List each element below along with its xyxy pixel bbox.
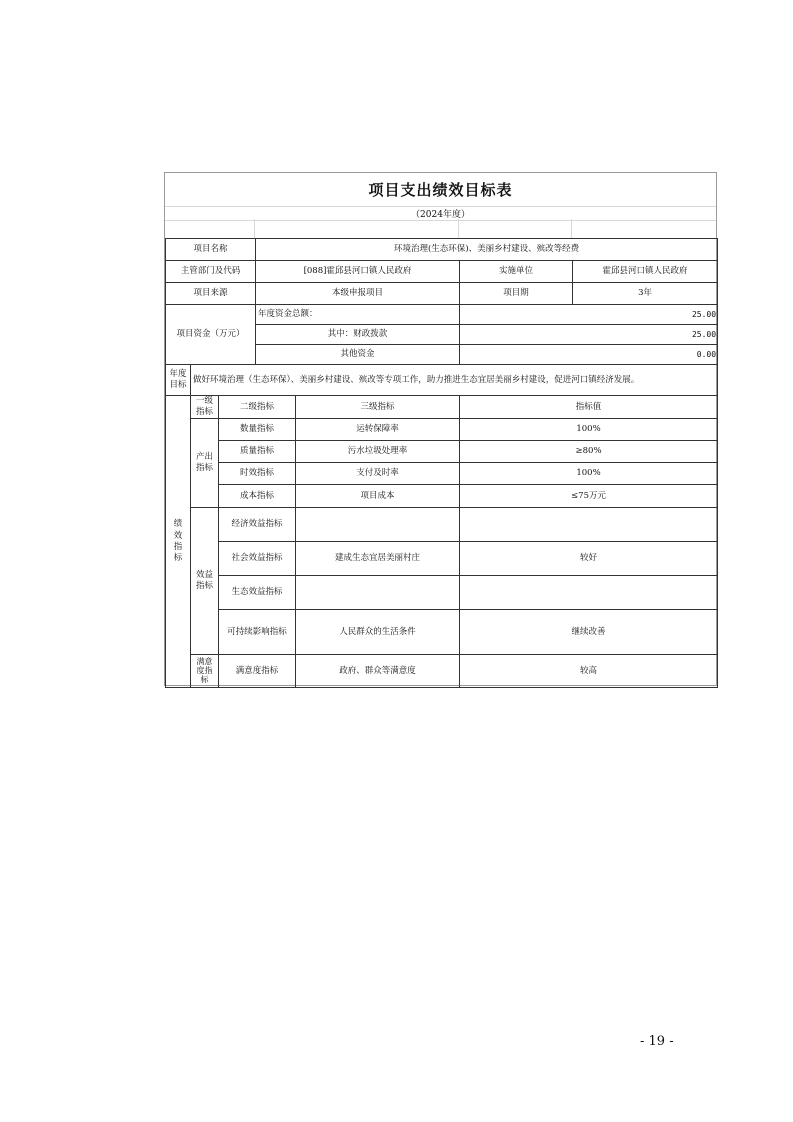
output-l2: 成本指标 <box>219 485 296 508</box>
period-value: 3年 <box>573 283 718 305</box>
project-name-label: 项目名称 <box>166 239 256 261</box>
table-title: 项目支出绩效目标表 <box>368 181 513 199</box>
output-l2: 时效指标 <box>219 463 296 485</box>
dept-label: 主管部门及代码 <box>166 261 256 283</box>
table-row <box>166 261 718 283</box>
output-l3: 支付及时率 <box>296 463 460 485</box>
satisfaction-label: 满意度指标 <box>191 655 219 688</box>
satisfaction-value: 较高 <box>460 655 718 688</box>
satisfaction-l2: 满意度指标 <box>219 655 296 688</box>
output-value: 100% <box>460 419 718 441</box>
fund-other-label: 其他资金 <box>256 345 460 365</box>
perf-header-row <box>166 396 718 419</box>
fund-fiscal-value: 25.00 <box>460 325 718 345</box>
fund-total-label: 年度资金总额： <box>256 305 460 325</box>
benefit-value <box>460 576 718 610</box>
table-year: （2024年度） <box>165 206 716 221</box>
output-l3: 运转保障率 <box>296 419 460 441</box>
output-l3: 污水垃圾处理率 <box>296 441 460 463</box>
benefit-value <box>460 508 718 542</box>
perf-label: 绩效指标 <box>166 396 191 688</box>
output-l3: 项目成本 <box>296 485 460 508</box>
period-label: 项目期 <box>460 283 573 305</box>
fund-label: 项目资金（万元） <box>166 305 256 365</box>
output-value: 100% <box>460 463 718 485</box>
table-row <box>166 441 718 463</box>
output-l2: 质量指标 <box>219 441 296 463</box>
table-row <box>166 485 718 508</box>
satisfaction-l3: 政府、群众等满意度 <box>296 655 460 688</box>
fund-other-value: 0.00 <box>460 345 718 365</box>
goal-label: 年度目标 <box>166 365 191 396</box>
target-table <box>165 238 718 688</box>
benefit-l3 <box>296 508 460 542</box>
blank-spacer-row <box>165 219 716 238</box>
output-value: ≥80% <box>460 441 718 463</box>
project-name-value: 环境治理(生态环保)、美丽乡村建设、殡改等经费 <box>256 239 718 261</box>
benefit-l3: 人民群众的生活条件 <box>296 610 460 655</box>
table-row <box>166 655 718 688</box>
benefit-l2: 社会效益指标 <box>219 542 296 576</box>
performance-target-sheet <box>164 172 717 686</box>
benefit-value: 较好 <box>460 542 718 576</box>
table-row <box>166 365 718 396</box>
table-row <box>166 419 718 441</box>
benefit-l2: 可持续影响指标 <box>219 610 296 655</box>
benefit-value: 继续改善 <box>460 610 718 655</box>
fund-total-value: 25.00 <box>460 305 718 325</box>
header-level2: 二级指标 <box>219 396 296 419</box>
benefit-l3 <box>296 576 460 610</box>
source-value: 本级申报项目 <box>256 283 460 305</box>
source-label: 项目来源 <box>166 283 256 305</box>
output-l2: 数量指标 <box>219 419 296 441</box>
table-row <box>166 610 718 655</box>
impl-value: 霍邱县河口镇人民政府 <box>573 261 718 283</box>
table-row <box>166 542 718 576</box>
benefit-label: 效益指标 <box>191 508 219 655</box>
benefit-l3: 建成生态宜居美丽村庄 <box>296 542 460 576</box>
table-row <box>166 508 718 542</box>
benefit-l2: 经济效益指标 <box>219 508 296 542</box>
table-row <box>166 576 718 610</box>
table-row <box>166 239 718 261</box>
table-row <box>166 463 718 485</box>
table-row <box>166 305 718 325</box>
impl-label: 实施单位 <box>460 261 573 283</box>
benefit-l2: 生态效益指标 <box>219 576 296 610</box>
output-value: ≤75万元 <box>460 485 718 508</box>
dept-value: [088]霍邱县河口镇人民政府 <box>256 261 460 283</box>
header-level3: 三级指标 <box>296 396 460 419</box>
header-level1: 一级指标 <box>191 396 219 419</box>
table-row <box>166 283 718 305</box>
header-value: 指标值 <box>460 396 718 419</box>
output-label: 产出指标 <box>191 419 219 508</box>
goal-value: 做好环境治理（生态环保）、美丽乡村建设、殡改等专项工作，助力推进生态宜居美丽乡村建设，促进河口镇经济发展。 <box>191 365 718 396</box>
page-number: - 19 - <box>640 1034 674 1049</box>
fund-fiscal-label: 其中：财政拨款 <box>256 325 460 345</box>
